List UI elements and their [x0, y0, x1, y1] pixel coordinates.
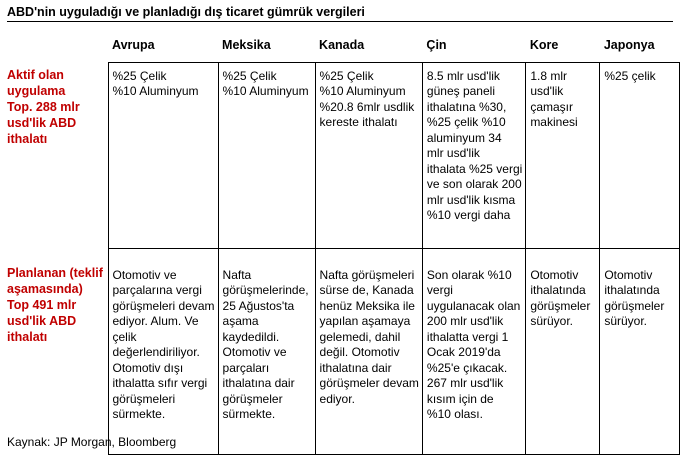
- cell-text-line: usd'lik: [530, 84, 564, 98]
- cell-text-line: aşamasında): [7, 282, 83, 296]
- cell-text-line: görüşmeler: [222, 391, 283, 406]
- cell-text-line: %10 Aluminyum: [112, 84, 199, 98]
- cell-text-line: 25 Ağustos'ta: [222, 298, 295, 313]
- cell-active-kore: [526, 62, 600, 248]
- cell-text-line: ithalatına dair: [222, 376, 295, 390]
- column-header-cin: Çin: [422, 37, 525, 62]
- cell-text-line: ve son olarak 200: [426, 177, 522, 191]
- cell-text-line: değil. Otomotiv: [319, 345, 400, 359]
- cell-text-line: makinesi: [530, 115, 578, 129]
- cell-text-line: görüşmeler: [530, 298, 591, 313]
- cell-text-line: %25 Çelik: [319, 68, 374, 83]
- cell-text-line: değerlendiriliyor.: [112, 345, 200, 359]
- cell-text-line: Otomotiv: [604, 267, 653, 282]
- cell-text-line: aşama: [222, 314, 259, 328]
- cell-text-line: %25 çelik %10: [426, 115, 506, 129]
- cell-text-line: ithalatı: [7, 132, 48, 146]
- column-header-japonya: Japonya: [600, 37, 680, 62]
- column-header-avrupa: Avrupa: [108, 37, 218, 62]
- cell-text-line: güneş paneli: [426, 84, 495, 98]
- column-header-kore: Kore: [526, 37, 600, 62]
- cell-text-line: görüşmeleri devam: [112, 298, 215, 313]
- cell-text-line: %25'e çıkacak.: [426, 360, 508, 375]
- cell-text-line: %25 Çelik: [112, 68, 167, 83]
- cell-planned-kanada: [315, 248, 422, 454]
- cell-text-line: 267 mlr usd'lik: [426, 376, 504, 390]
- cell-text-line: %10 Aluminyum: [222, 84, 309, 98]
- source-note: Kaynak: JP Morgan, Bloomberg: [7, 435, 177, 449]
- cell-text-line: Otomotiv: [530, 267, 579, 282]
- cell-text-line: %10 vergi daha: [426, 208, 511, 222]
- tariff-table: [0, 37, 680, 455]
- cell-text-line: parçaları: [222, 360, 270, 375]
- cell-text-line: mlr usd'lik: [426, 146, 480, 160]
- cell-text-line: %25 Çelik: [222, 68, 277, 83]
- cell-text-line: Otomotiv ve: [222, 345, 287, 359]
- cell-text-line: aluminyum 34: [426, 130, 502, 145]
- cell-text-line: uygulama: [7, 84, 66, 98]
- cell-text-line: çelik: [112, 329, 137, 344]
- cell-active-avrupa: [108, 62, 218, 248]
- cell-text-line: %20.8 6mlr usdlik: [319, 99, 415, 114]
- cell-text-line: ithalata %25 vergi: [426, 161, 523, 176]
- page-title: ABD'nin uyguladığı ve planladığı dış ticaret gümrük vergileri: [7, 3, 673, 22]
- cell-text-line: uygulanacak olan: [426, 298, 521, 313]
- cell-text-line: ithalatta vergi 1: [426, 329, 509, 344]
- cell-text-line: 1.8 mlr: [530, 68, 567, 83]
- cell-text-line: vergi: [426, 283, 453, 297]
- cell-text-line: Nafta: [222, 267, 252, 282]
- cell-text-line: sürmekte.: [112, 407, 166, 421]
- cell-text-line: Son olarak %10: [426, 267, 512, 282]
- cell-text-line: yapılan aşamaya: [319, 314, 411, 328]
- cell-text-line: Top. 288 mlr: [7, 100, 80, 114]
- cell-text-line: sürüyor.: [604, 314, 647, 328]
- cell-text-line: henüz Meksika ile: [319, 298, 415, 313]
- cell-text-line: %25 çelik: [604, 68, 656, 83]
- table-row-planned: [0, 248, 680, 454]
- cell-text-line: ediyor. Alum. Ve: [112, 314, 199, 328]
- cell-text-line: görüşmeler devam: [319, 376, 419, 390]
- cell-text-line: ithalatında: [530, 283, 586, 297]
- cell-text-line: Otomotiv dışı: [112, 360, 184, 375]
- cell-active-cin: [422, 62, 525, 248]
- cell-text-line: Nafta görüşmeleri: [319, 267, 415, 282]
- cell-text-line: 200 mlr usd'lik: [426, 314, 504, 328]
- column-header-kanada: Kanada: [315, 37, 422, 62]
- cell-text-line: ithalatına %30,: [426, 99, 507, 114]
- cell-text-line: Otomotiv ve: [112, 267, 177, 282]
- cell-text-line: kaydedildi.: [222, 329, 280, 344]
- cell-text-line: ithalatı: [7, 330, 48, 344]
- row-label-planned: [0, 248, 108, 454]
- cell-text-line: gelemedi, dahil: [319, 329, 401, 344]
- header-corner: [0, 37, 108, 62]
- cell-planned-meksika: [218, 248, 315, 454]
- cell-planned-japonya: [600, 248, 680, 454]
- cell-planned-avrupa: [108, 248, 218, 454]
- header-row: [0, 37, 680, 62]
- cell-text-line: %10 olası.: [426, 407, 483, 421]
- cell-text-line: ithalatına dair: [319, 360, 392, 375]
- cell-active-meksika: [218, 62, 315, 248]
- cell-text-line: Ocak 2019'da: [426, 345, 501, 359]
- cell-text-line: çamaşır: [530, 99, 573, 114]
- cell-text-line: %10 Aluminyum: [319, 84, 406, 98]
- cell-text-line: sürse de, Kanada: [319, 283, 414, 297]
- cell-planned-kore: [526, 248, 600, 454]
- cell-text-line: görüşmeleri: [112, 391, 176, 406]
- cell-text-line: ithalatta sıfır vergi: [112, 376, 208, 390]
- cell-text-line: Aktif olan: [7, 68, 64, 82]
- cell-text-line: ithalatında: [604, 283, 660, 297]
- row-label-active: [0, 62, 108, 248]
- cell-text-line: kısım için de: [426, 391, 494, 406]
- cell-text-line: ediyor.: [319, 391, 355, 406]
- cell-text-line: sürüyor.: [530, 314, 573, 328]
- cell-text-line: 8.5 mlr usd'lik: [426, 68, 500, 83]
- cell-text-line: Planlanan (teklif: [7, 266, 103, 280]
- cell-text-line: görüşmelerinde,: [222, 283, 309, 297]
- cell-active-japonya: [600, 62, 680, 248]
- cell-text-line: parçalarına vergi: [112, 283, 202, 297]
- cell-text-line: Top 491 mlr: [7, 298, 77, 312]
- cell-text-line: kereste ithalatı: [319, 115, 398, 129]
- cell-planned-cin: [422, 248, 525, 454]
- cell-text-line: usd'lik ABD: [7, 314, 77, 328]
- cell-text-line: görüşmeler: [604, 298, 665, 313]
- cell-active-kanada: [315, 62, 422, 248]
- cell-text-line: sürmekte.: [222, 407, 276, 421]
- cell-text-line: mlr usd'lik kısma: [426, 192, 516, 207]
- cell-text-line: usd'lik ABD: [7, 116, 77, 130]
- table-row-active: [0, 62, 680, 248]
- column-header-meksika: Meksika: [218, 37, 315, 62]
